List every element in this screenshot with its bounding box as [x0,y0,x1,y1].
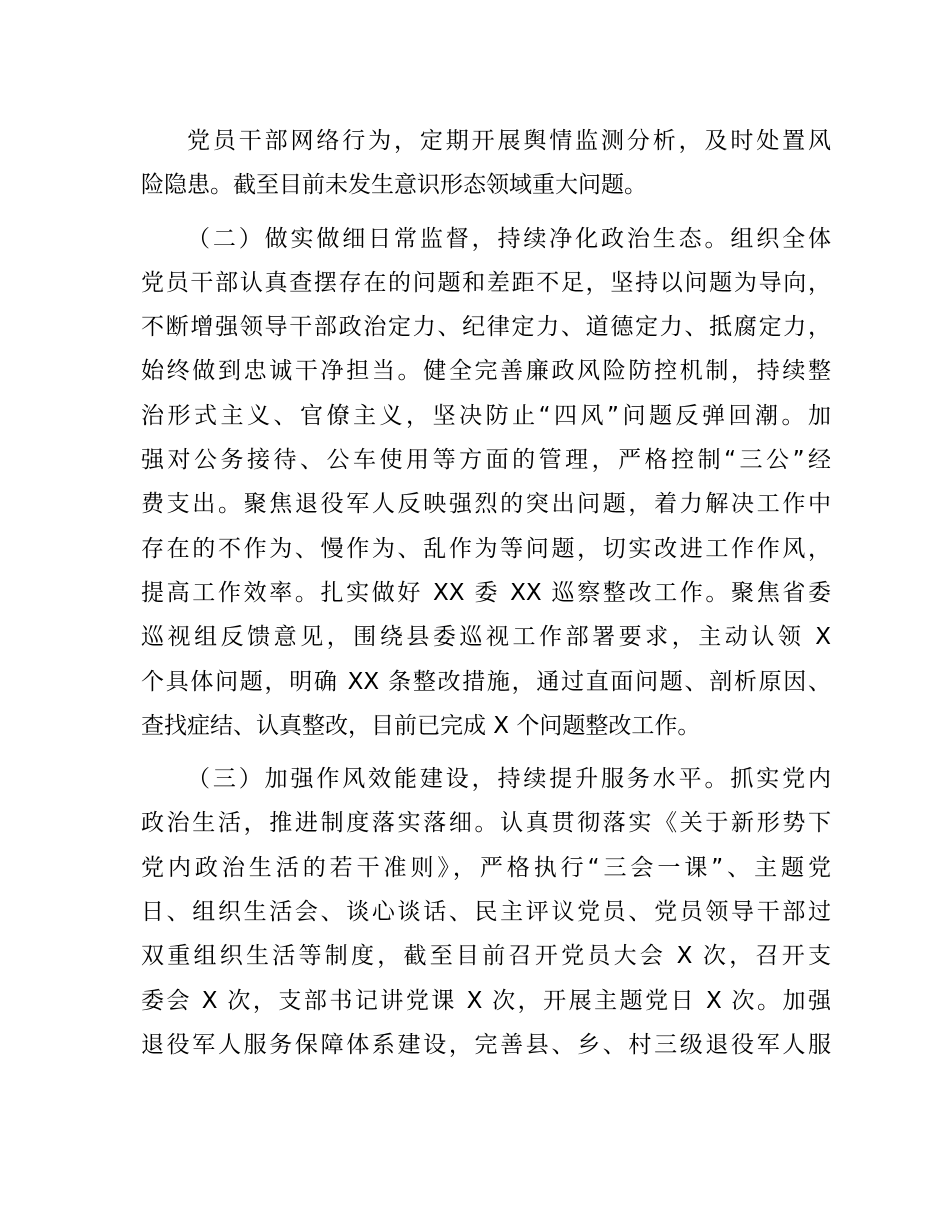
body-text [141,119,831,1067]
text-line: 党员干部网络行为，定期开展舆情监测分析，及时处置风 [187,128,831,154]
text-line: 退役军人服务保障体系建设，完善县、乡、村三级退役军人服 [141,1031,831,1058]
text-line: 提高工作效率。扎实做好 XX 委 XX 巡察整改工作。聚焦省委 [141,579,831,606]
text-line: 日、组织生活会、谈心谈话、民主评议党员、党员领导干部过 [141,899,831,926]
text-line: 治形式主义、官僚主义，坚决防止“四风”问题反弹回潮。加 [141,402,831,429]
text-line: 始终做到忠诚干净担当。健全完善廉政风险防控机制，持续整 [141,358,831,385]
text-line: （三）加强作风效能建设，持续提升服务水平。抓实党内 [187,766,831,793]
text-line: 党内政治生活的若干准则》，严格执行“三会一课”、主题党 [141,854,831,881]
text-line: 费支出。聚焦退役军人反映强烈的突出问题，着力解决工作中 [141,491,831,518]
text-line: 查找症结、认真整改，目前已完成 X 个问题整改工作。 [141,712,701,739]
text-line: 党员干部认真查摆存在的问题和差距不足，坚持以问题为导向， [141,269,831,296]
text-line: 巡视组反馈意见，围绕县委巡视工作部署要求，主动认领 X [141,624,831,651]
paragraph-1 [141,119,831,208]
text-line: 不断增强领导干部政治定力、纪律定力、道德定力、抵腐定力， [141,314,831,341]
text-line: 存在的不作为、慢作为、乱作为等问题，切实改进工作作风， [141,535,831,562]
text-line: 个具体问题，明确 XX 条整改措施，通过直面问题、剖析原因、 [141,668,831,695]
text-line: 强对公务接待、公车使用等方面的管理，严格控制“三公”经 [141,447,831,474]
text-line: 委会 X 次，支部书记讲党课 X 次，开展主题党日 X 次。加强 [141,987,831,1014]
paragraph-2 [141,217,831,749]
text-line: 双重组织生活等制度，截至目前召开党员大会 X 次，召开支 [141,943,831,970]
text-line: （二）做实做细日常监督，持续净化政治生态。组织全体 [187,225,831,252]
text-line: 险隐患。截至目前未发生意识形态领域重大问题。 [141,172,647,199]
paragraph-3 [141,757,831,1067]
text-line: 政治生活，推进制度落实落细。认真贯彻落实《关于新形势下 [141,810,831,837]
